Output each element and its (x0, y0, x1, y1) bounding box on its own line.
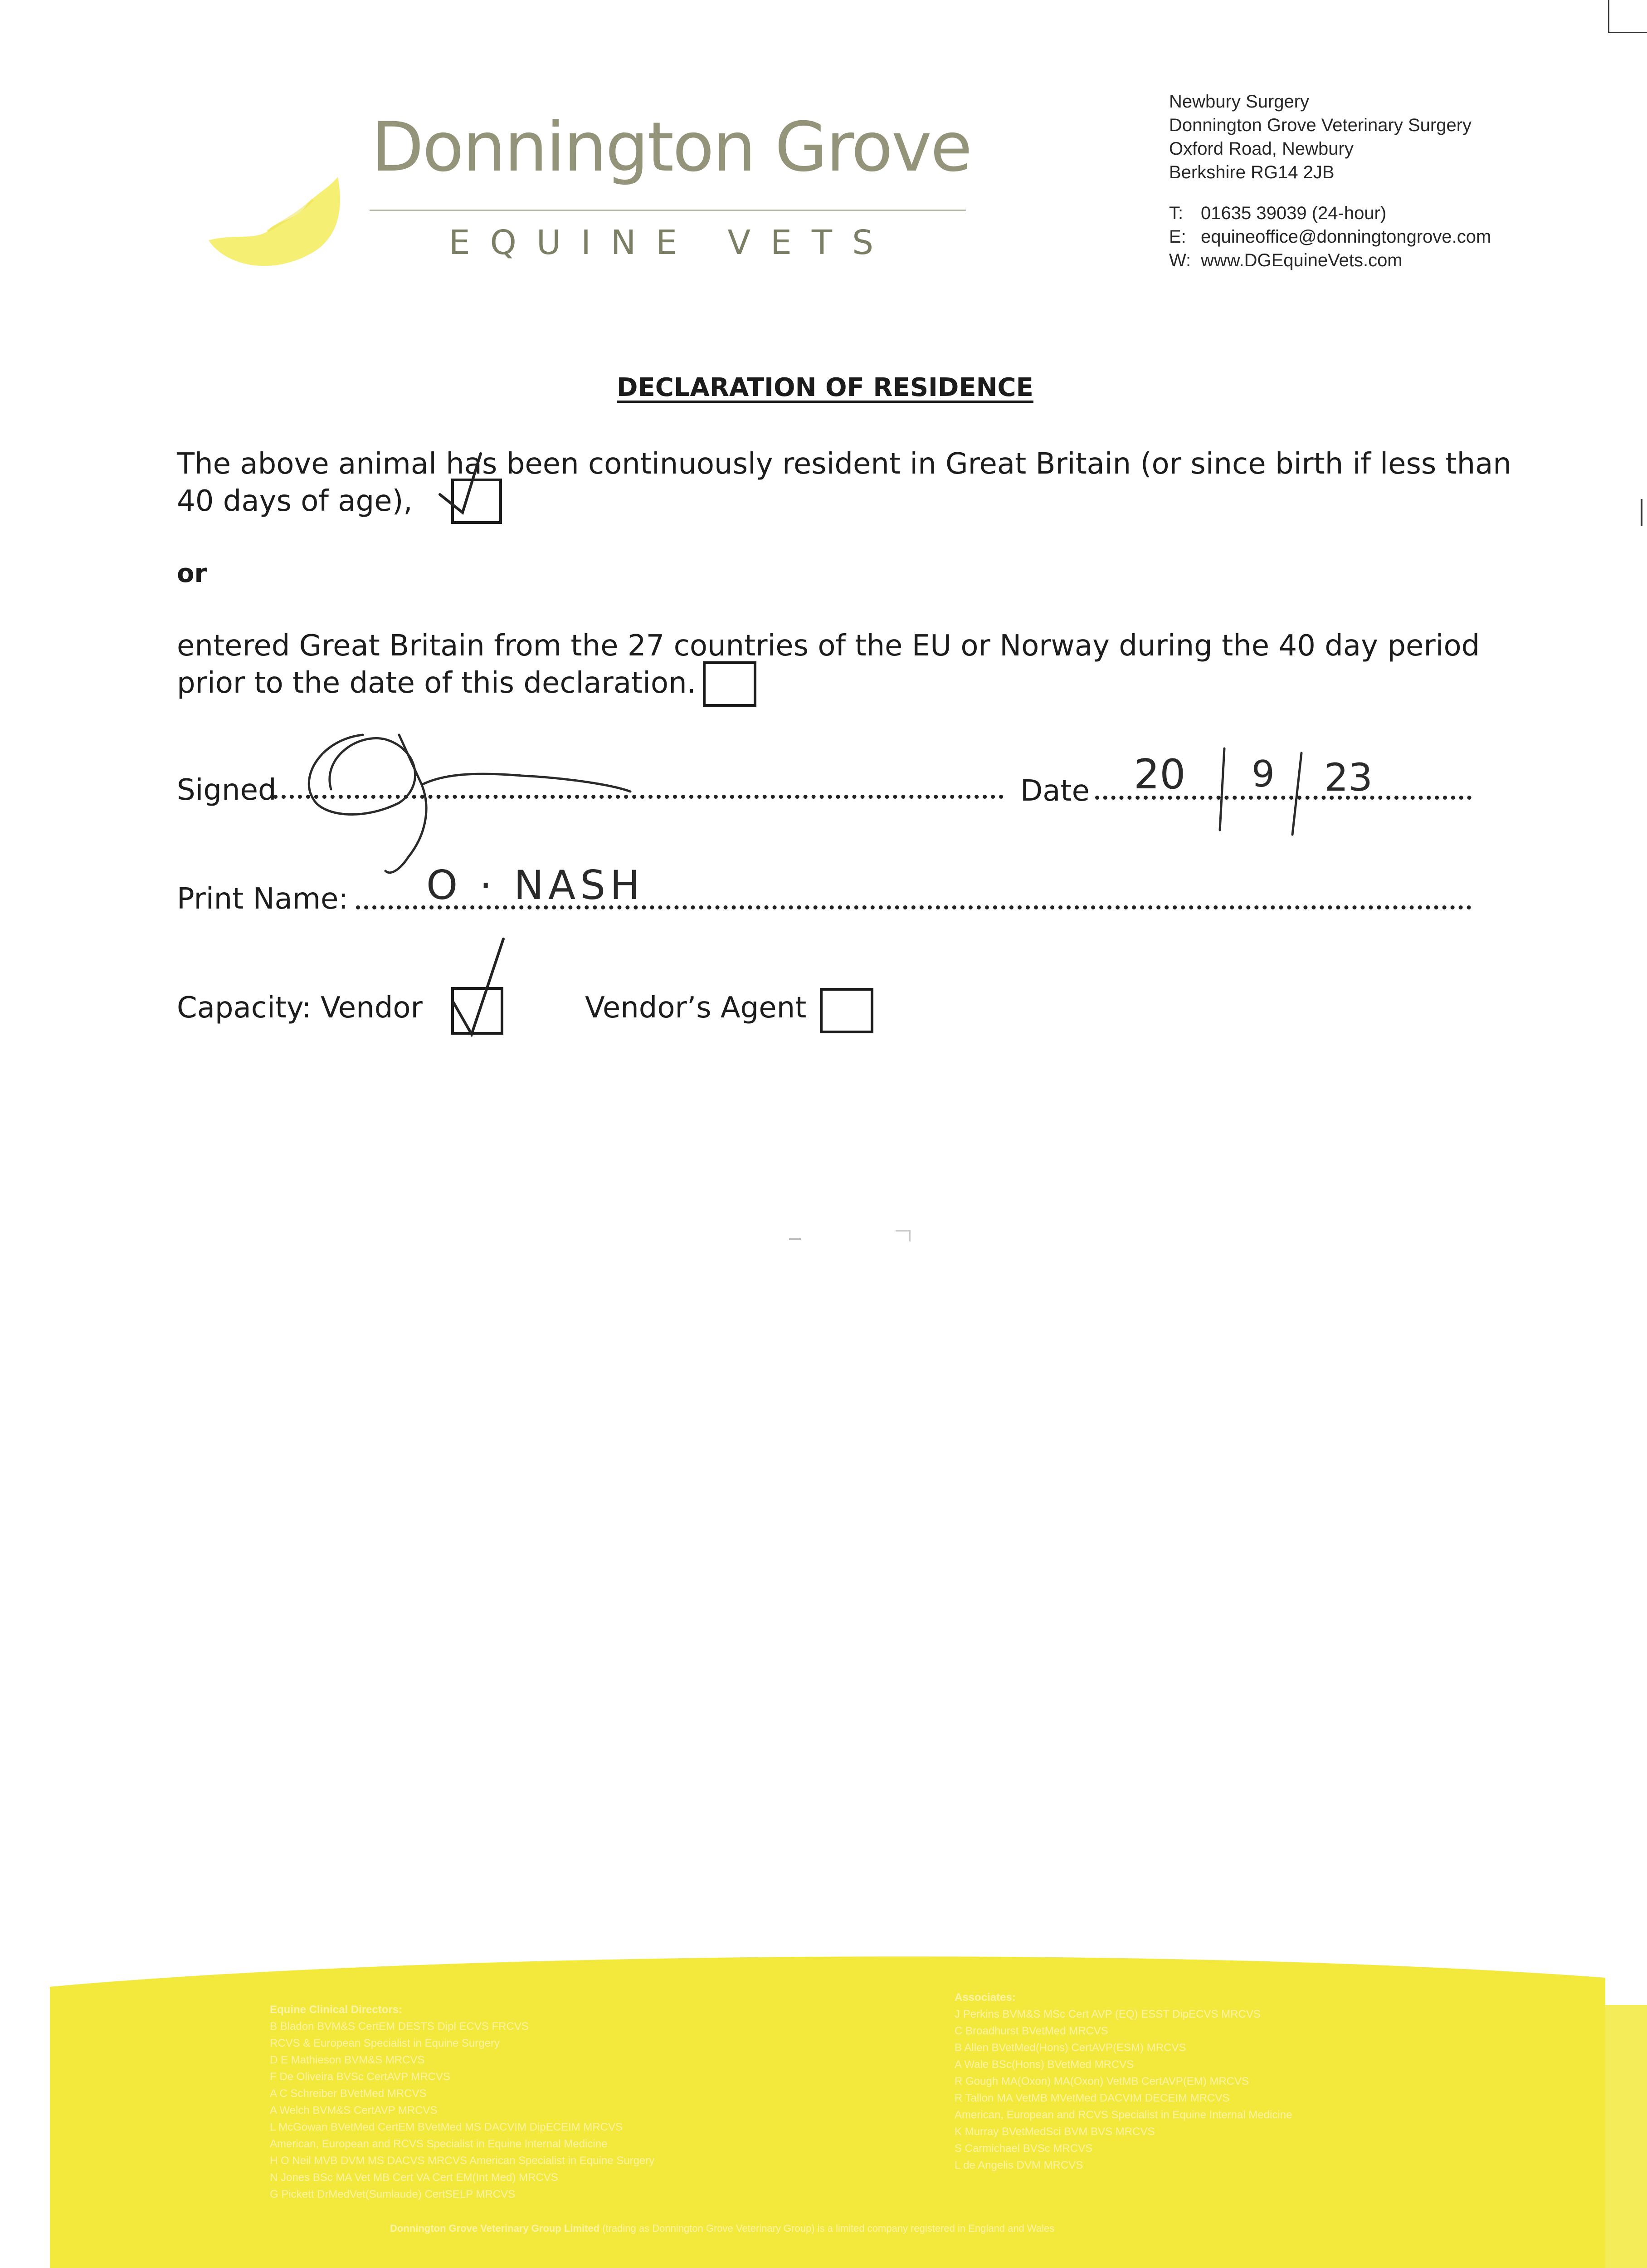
edge-mark (1608, 0, 1609, 33)
vendors-agent-label: Vendor’s Agent (585, 991, 807, 1025)
option1-text: The above animal has been continuously resident in Great Britain (or since birth if less than 40 days of age), (177, 447, 1511, 518)
print-name-value: O · NASH (426, 862, 645, 909)
capacity-vendor-label: Capacity: Vendor (177, 991, 423, 1025)
company-registration-line: Donnington Grove Veterinary Group Limited (trading as Donnington Grove Veterinary Group) is a limited company registered in England and Wales (390, 2223, 1055, 2234)
date-separator-icon (1206, 744, 1306, 839)
address-block (1169, 90, 1632, 272)
contact-website: W: www.DGEquineVets.com (1169, 250, 1403, 270)
logo-divider (370, 210, 966, 211)
contact-phone: T: 01635 39039 (24-hour) (1169, 203, 1387, 223)
logo-subtitle: EQUINE VETS (448, 223, 894, 262)
signed-label: Signed (177, 773, 277, 807)
logo-name: Donnington Grove (371, 108, 971, 187)
vendor-checkmark-icon (449, 934, 517, 1043)
clinical-directors-list: Equine Clinical Directors: B Bladon BVM&S CertEM DESTS Dipl ECVS FRCVS RCVS & European Specialist in Equine Surgery D E Mathieson BVM&S MRCVS F De Oliveira BVSc CertAVP MRCVS A C Schreiber BVetMed MRCVS A Welch BVM&S CertAVP MRCVS L McGowan BVetMed CertEM BVetMed MS DACVIM DipECEIM MRCVS American, European and RCVS Specialist in Equine Internal Medicine H O Neil MVB DVM MS DACVS MRCVS American Specialist in Equine Surgery N Jones BSc MA Vet MB Cert VA Cert EM(Int Med) MRCVS G Pickett DrMedVet(Sumlaude) CertSELP MRCVS (270, 2004, 655, 2200)
date-year: 23 (1324, 755, 1373, 800)
edge-mark (1608, 32, 1647, 33)
or-label: or (177, 559, 207, 588)
vendors-agent-checkbox[interactable] (820, 988, 873, 1033)
contact-email: E: equineoffice@donningtongrove.com (1169, 227, 1491, 247)
address-line: Donnington Grove Veterinary Surgery (1169, 115, 1472, 135)
edge-mark (1641, 499, 1642, 526)
date-month: 9 (1252, 753, 1275, 795)
logo-mark-icon (200, 172, 349, 277)
date-day: 20 (1134, 751, 1186, 798)
page-title: DECLARATION OF RESIDENCE (617, 373, 1033, 402)
option2-checkbox[interactable] (703, 661, 756, 707)
print-name-label: Print Name: (177, 882, 348, 916)
address-line: Oxford Road, Newbury (1169, 139, 1354, 159)
option2-text: entered Great Britain from the 27 countries of the EU or Norway during the 40 day period prior to the date of this declaration. (177, 629, 1480, 700)
scan-speck (789, 1238, 801, 1240)
associates-list: Associates: J Perkins BVM&S MSc Cert AVP (EQ) ESST DipECVS MRCVS C Broadhurst BVetMed MRCVS B Allen BVetMed(Hons) CertAVP(ESM) MRCVS A Wale BSc(Hons) BVetMed MRCVS R Gough MA(Oxon) MA(Oxon) VetMB CertAVP(EM) MRCVS R Tallon MA VetMB MVetMed DACVIM DECEIM MRCVS American, European and RCVS Specialist in Equine Internal Medicine K Murray BVetMedSci BVM BVS MRCVS S Carmichael BVSc MRCVS L de Angelis DVM MRCVS (955, 1991, 1292, 2171)
address-line: Berkshire RG14 2JB (1169, 162, 1335, 182)
address-line: Newbury Surgery (1169, 92, 1310, 112)
date-label: Date (1020, 774, 1090, 808)
option1-checkmark-icon (435, 445, 512, 531)
scan-speck (896, 1230, 911, 1242)
